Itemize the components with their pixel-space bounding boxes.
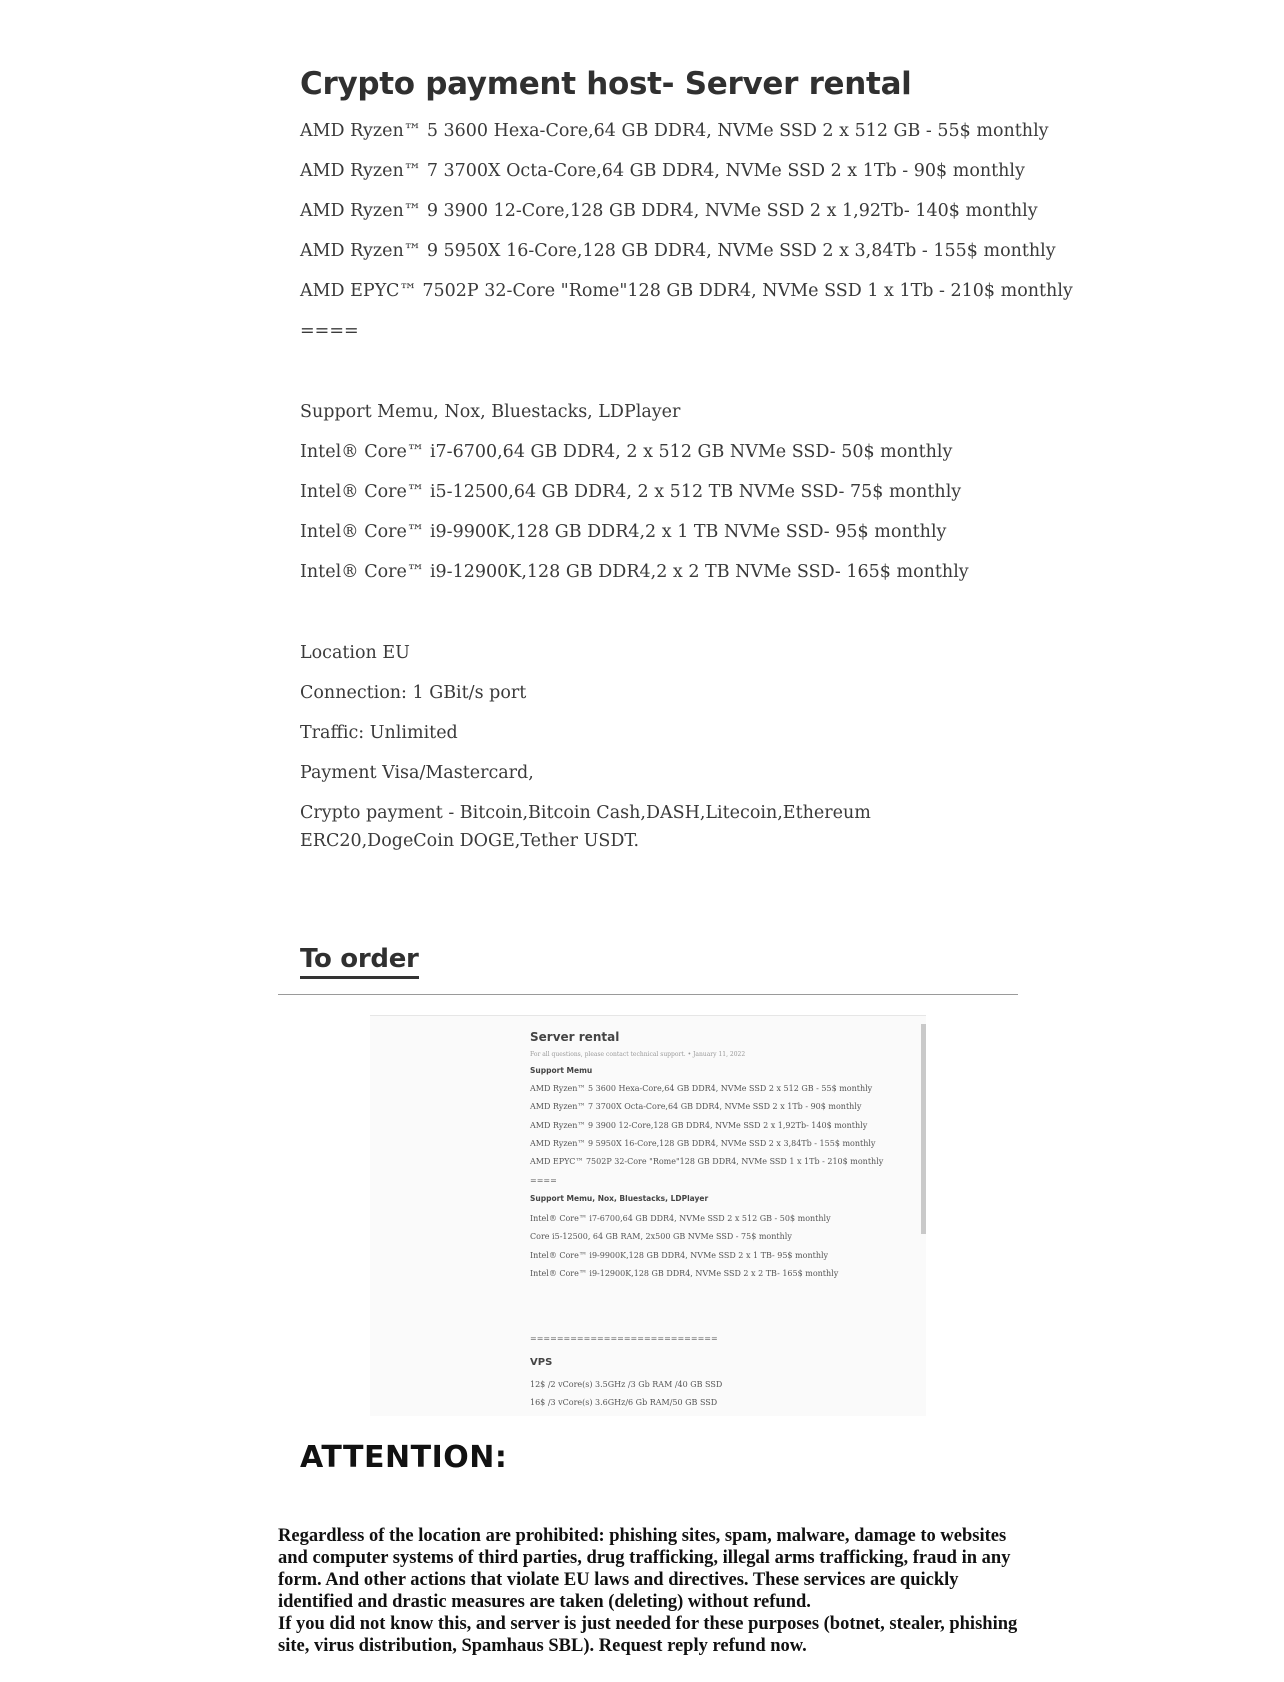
shot-vps-2: 16$ /3 vCore(s) 3.6GHz/6 Gb RAM/50 GB SSD xyxy=(530,1398,718,1407)
intel-plan-2: Intel® Core™ i5-12500,64 GB DDR4, 2 x 512 TB NVMe SSD- 75$ monthly xyxy=(300,482,962,502)
warning-paragraph-2: If you did not know this, and server is just needed for these purposes (botnet, stealer, phishing site, virus distribution, Spamhaus SBL). Request reply refund now. xyxy=(278,1614,1018,1656)
separator: ==== xyxy=(300,321,359,341)
shot-vps-1: 12$ /2 vCore(s) 3.5GHz /3 Gb RAM /40 GB SSD xyxy=(530,1380,723,1389)
shot-subheading: For all questions, please contact technical support. • January 11, 2022 xyxy=(530,1051,746,1058)
shot-amd-3: AMD Ryzen™ 9 3900 12-Core,128 GB DDR4, NVMe SSD 2 x 1,92Tb- 140$ monthly xyxy=(530,1121,868,1130)
shot-intel-4: Intel® Core™ i9-12900K,128 GB DDR4, NVMe SSD 2 x 2 TB- 165$ monthly xyxy=(530,1269,839,1278)
intel-plan-3: Intel® Core™ i9-9900K,128 GB DDR4,2 x 1 TB NVMe SSD- 95$ monthly xyxy=(300,522,947,542)
warning-paragraph-1: Regardless of the location are prohibited: phishing sites, spam, malware, damage to websites and computer systems of third parties, drug trafficking, illegal arms trafficking, fraud in any form. And other actions that violate EU laws and directives. These services are quickly identified and drastic measures are taken (deleting) without refund. xyxy=(278,1526,1011,1612)
amd-plan-5: AMD EPYC™ 7502P 32-Core "Rome"128 GB DDR4, NVMe SSD 1 x 1Tb - 210$ monthly xyxy=(300,281,1073,301)
shot-amd-4: AMD Ryzen™ 9 5950X 16-Core,128 GB DDR4, NVMe SSD 2 x 3,84Tb - 155$ monthly xyxy=(530,1139,876,1148)
amd-plan-2: AMD Ryzen™ 7 3700X Octa-Core,64 GB DDR4, NVMe SSD 2 x 1Tb - 90$ monthly xyxy=(300,161,1025,181)
shot-amd-1: AMD Ryzen™ 5 3600 Hexa-Core,64 GB DDR4, NVMe SSD 2 x 512 GB - 55$ monthly xyxy=(530,1084,873,1093)
to-order-link[interactable]: To order xyxy=(300,944,419,979)
connection-info: Connection: 1 GBit/s port xyxy=(300,683,527,703)
warning-text xyxy=(278,1525,1018,1657)
amd-plan-4: AMD Ryzen™ 9 5950X 16-Core,128 GB DDR4, NVMe SSD 2 x 3,84Tb - 155$ monthly xyxy=(300,241,1056,261)
shot-heading: Server rental xyxy=(530,1030,620,1044)
shot-sep: ==== xyxy=(530,1176,557,1185)
shot-intel-1: Intel® Core™ i7-6700,64 GB DDR4, NVMe SSD 2 x 512 GB - 50$ monthly xyxy=(530,1214,831,1223)
intel-plan-1: Intel® Core™ i7-6700,64 GB DDR4, 2 x 512 GB NVMe SSD- 50$ monthly xyxy=(300,442,953,462)
support-line: Support Memu, Nox, Bluestacks, LDPlayer xyxy=(300,402,681,422)
shot-intel-2: Core i5-12500, 64 GB RAM, 2x500 GB NVMe SSD - 75$ monthly xyxy=(530,1232,792,1241)
shot-amd-5: AMD EPYC™ 7502P 32-Core "Rome"128 GB DDR4, NVMe SSD 1 x 1Tb - 210$ monthly xyxy=(530,1157,884,1166)
screenshot-scrollbar xyxy=(921,1024,926,1234)
traffic-info: Traffic: Unlimited xyxy=(300,723,458,743)
crypto-info: Crypto payment - Bitcoin,Bitcoin Cash,DASH,Litecoin,Ethereum ERC20,DogeCoin DOGE,Tether USDT. xyxy=(300,803,871,851)
shot-intel-3: Intel® Core™ i9-9900K,128 GB DDR4, NVMe SSD 2 x 1 TB- 95$ monthly xyxy=(530,1251,829,1260)
amd-plan-3: AMD Ryzen™ 9 3900 12-Core,128 GB DDR4, NVMe SSD 2 x 1,92Tb- 140$ monthly xyxy=(300,201,1038,221)
amd-plan-1: AMD Ryzen™ 5 3600 Hexa-Core,64 GB DDR4, NVMe SSD 2 x 512 GB - 55$ monthly xyxy=(300,121,1049,141)
page-title: Crypto payment host- Server rental xyxy=(300,66,912,102)
payment-info: Payment Visa/Mastercard, xyxy=(300,763,534,783)
shot-vps-heading: VPS xyxy=(530,1357,553,1368)
location-info: Location EU xyxy=(300,643,410,663)
order-section xyxy=(278,944,1018,995)
attention-heading: ATTENTION: xyxy=(300,1440,508,1475)
shot-support-1: Support Memu xyxy=(530,1066,593,1075)
shot-support-2: Support Memu, Nox, Bluestacks, LDPlayer xyxy=(530,1194,709,1203)
shot-long-sep: ============================ xyxy=(530,1334,718,1343)
embedded-screenshot xyxy=(370,1015,926,1416)
intel-plan-4: Intel® Core™ i9-12900K,128 GB DDR4,2 x 2 TB NVMe SSD- 165$ monthly xyxy=(300,562,969,582)
shot-amd-2: AMD Ryzen™ 7 3700X Octa-Core,64 GB DDR4, NVMe SSD 2 x 1Tb - 90$ monthly xyxy=(530,1102,862,1111)
